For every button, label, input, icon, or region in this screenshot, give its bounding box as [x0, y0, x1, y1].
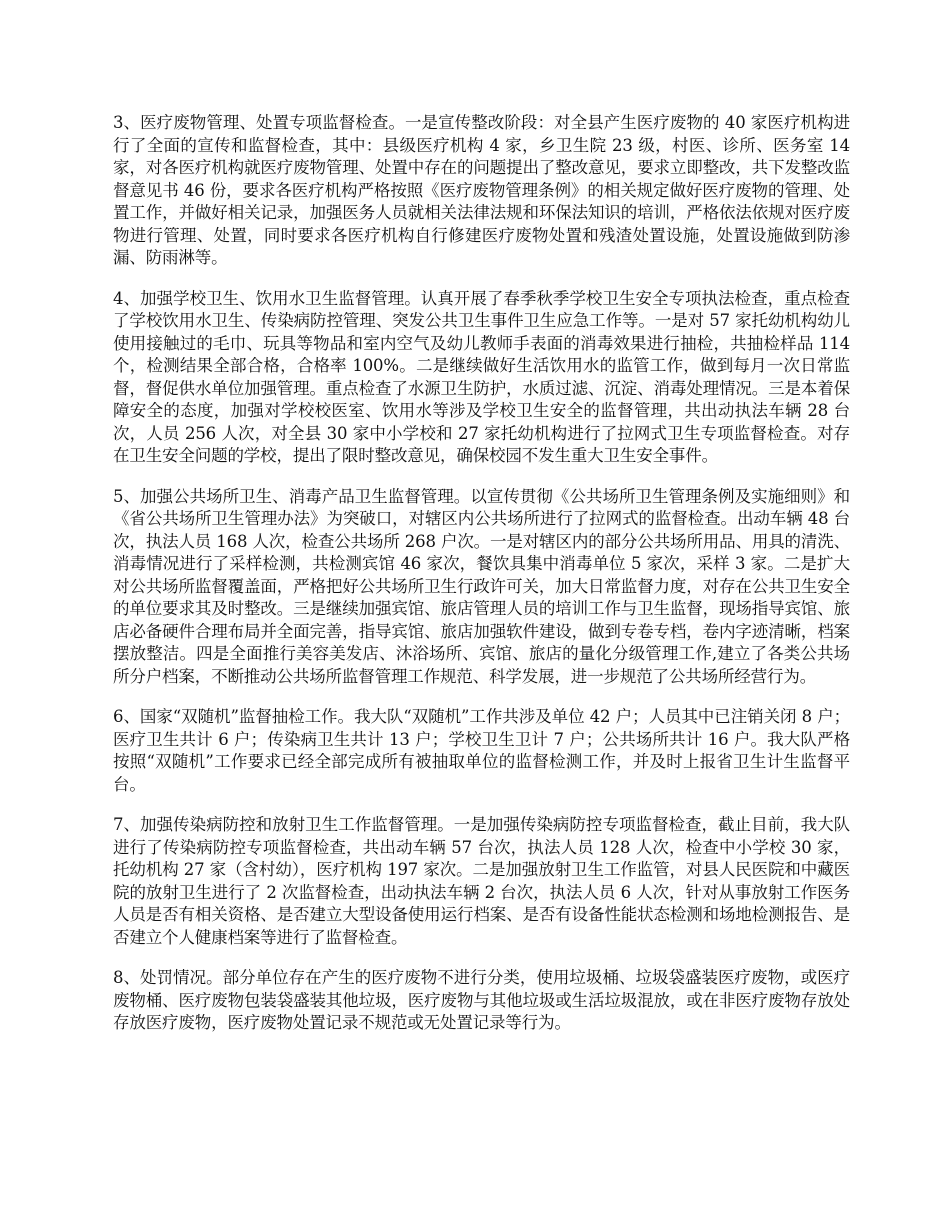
paragraph-penalties: 8、处罚情况。部分单位存在产生的医疗废物不进行分类，使用垃圾桶、垃圾袋盛装医疗废物，或医疗废物桶、医疗废物包装袋盛装其他垃圾，医疗废物与其他垃圾或生活垃圾混放，或在非医疗废物存放处存放医疗废物，医疗废物处置记录不规范或无处置记录等行为。: [113, 968, 850, 1032]
paragraph-public-places: 5、加强公共场所卫生、消毒产品卫生监督管理。以宣传贯彻《公共场所卫生管理条例及实施细则》和《省公共场所卫生管理办法》为突破口，对辖区内公共场所进行了拉网式的监督检查。出动车辆 48 台次，执法人员 168 人次，检查公共场所 268 户次。一是对辖区内的部分公共场所用品、用具的清洗、消毒情况进行了采样检测，共检测宾馆 46 家次，餐饮具集中消毒单位 5 家次，采样 3 家。二是扩大对公共场所监督覆盖面，严格把好公共场所卫生行政许可关，加大日常监督力度，对存在公共卫生安全的单位要求其及时整改。三是继续加强宾馆、旅店管理人员的培训工作与卫生监督，现场指导宾馆、旅店必备硬件合理布局并全面完善，指导宾馆、旅店加强软件建设，做到专卷专档，卷内字迹清晰，档案摆放整洁。四是全面推行美容美发店、沐浴场所、宾馆、旅店的量化分级管理工作,建立了各类公共场所分户档案，不断推动公共场所监督管理工作规范、科学发展，进一步规范了公共场所经营行为。: [113, 486, 850, 686]
document-body: [113, 112, 850, 1053]
paragraph-infectious-radiation: 7、加强传染病防控和放射卫生工作监督管理。一是加强传染病防控专项监督检查，截止目前，我大队进行了传染病防控专项监督检查，共出动车辆 57 台次，执法人员 128 人次，检查中小学校 30 家，托幼机构 27 家（含村幼），医疗机构 197 家次。二是加强放射卫生工作监管，对县人民医院和中藏医院的放射卫生进行了 2 次监督检查，出动执法车辆 2 台次，执法人员 6 人次，针对从事放射工作医务人员是否有相关资格、是否建立大型设备使用运行档案、是否有设备性能状态检测和场地检测报告、是否建立个人健康档案等进行了监督检查。: [113, 815, 850, 947]
paragraph-medical-waste: 3、医疗废物管理、处置专项监督检查。一是宣传整改阶段：对全县产生医疗废物的 40 家医疗机构进行了全面的宣传和监督检查，其中：县级医疗机构 4 家，乡卫生院 23 级，村医、诊所、医务室 14 家，对各医疗机构就医疗废物管理、处置中存在的问题提出了整改意见，要求立即整改，共下发整改监督意见书 46 份，要求各医疗机构严格按照《医疗废物管理条例》的相关规定做好医疗废物的管理、处置工作，并做好相关记录，加强医务人员就相关法律法规和环保法知识的培训，严格依法依规对医疗废物进行管理、处置，同时要求各医疗机构自行修建医疗废物处置和残渣处置设施，处置设施做到防渗漏、防雨淋等。: [113, 113, 850, 267]
paragraph-school-water-hygiene: 4、加强学校卫生、饮用水卫生监督管理。认真开展了春季秋季学校卫生安全专项执法检查，重点检查了学校饮用水卫生、传染病防控管理、突发公共卫生事件卫生应急工作等。一是对 57 家托幼机构幼儿使用接触过的毛巾、玩具等物品和室内空气及幼儿教师手表面的消毒效果进行抽检，共抽检样品 114 个，检测结果全部合格，合格率 100%。二是继续做好生活饮用水的监管工作，做到每月一次日常监督，督促供水单位加强管理。重点检查了水源卫生防护，水质过滤、沉淀、消毒处理情况。三是本着保障安全的态度，加强对学校校医室、饮用水等涉及学校卫生安全的监督管理，共出动执法车辆 28 台次，人员 256 人次，对全县 30 家中小学校和 27 家托幼机构进行了拉网式卫生专项监督检查。对存在卫生安全问题的学校，提出了限时整改意见，确保校园不发生重大卫生安全事件。: [113, 288, 850, 465]
paragraph-double-random: 6、国家“双随机”监督抽检工作。我大队“双随机”工作共涉及单位 42 户；人员其中已注销关闭 8 户；医疗卫生共计 6 户；传染病卫生共计 13 户；学校卫生卫计 7 户；公共场所共计 16 户。我大队严格按照“双随机”工作要求已经全部完成所有被抽取单位的监督检测工作，并及时上报省卫生计生监督平台。: [113, 707, 850, 794]
